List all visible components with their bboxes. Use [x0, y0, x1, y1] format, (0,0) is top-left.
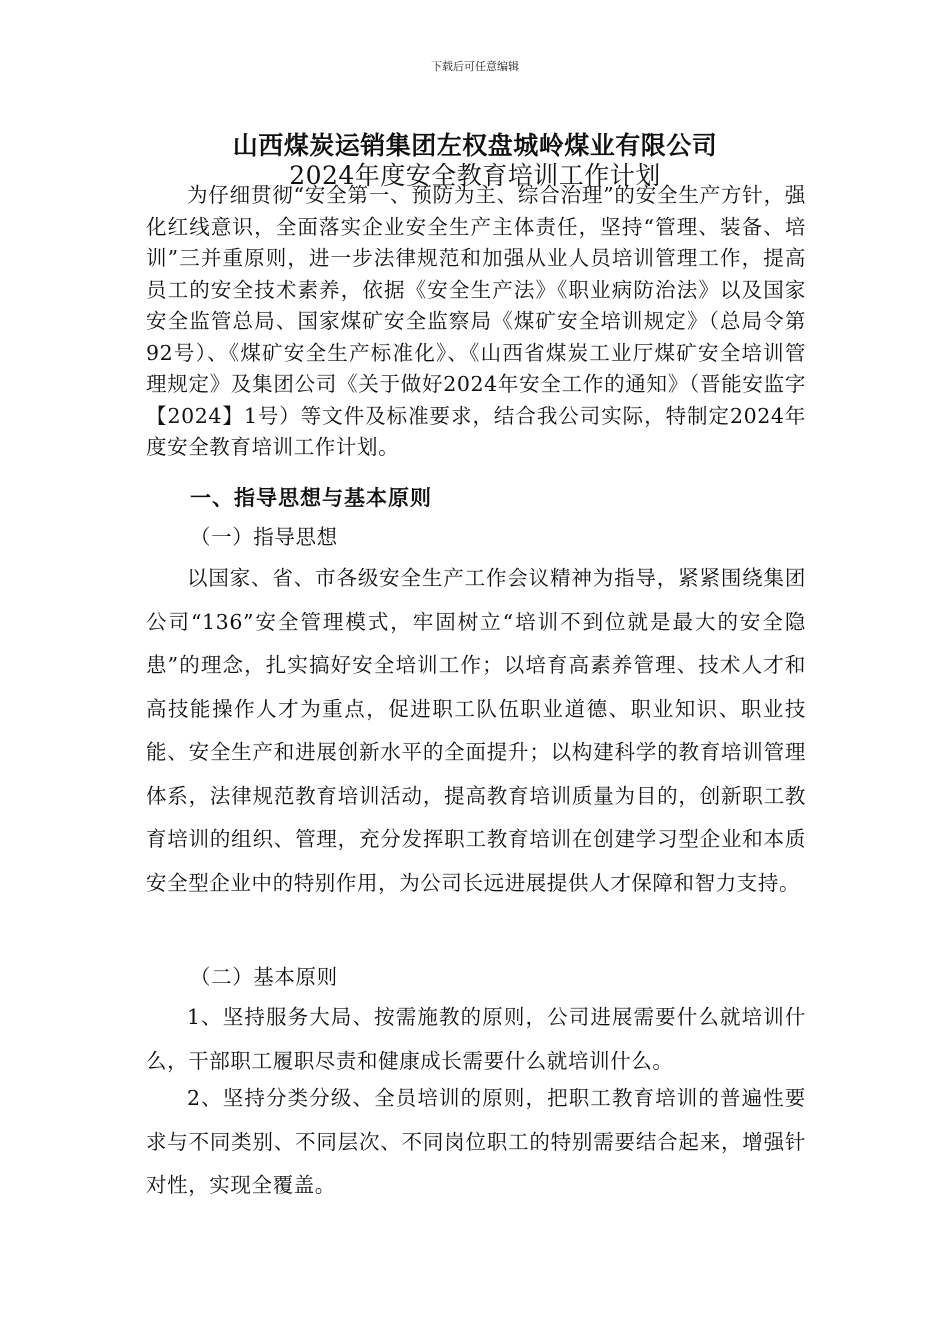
section-heading: 一、指导思想与基本原则	[190, 486, 432, 510]
principle-item-2: 2、坚持分类分级、全员培训的原则，把职工教育培训的普遍性要求与不同类别、不同层次、不同岗位职工的特别需要结合起来，增强针对性，实现全覆盖。	[146, 1086, 806, 1197]
subsection-heading-basic-principles: （二）基本原则	[190, 965, 338, 989]
principle-item-1: 1、坚持服务大局、按需施教的原则，公司进展需要什么就培训什么，干部职工履职尽责和健康成长需要什么就培训什么。	[146, 1005, 806, 1073]
header-note: 下载后可任意编辑	[431, 60, 519, 73]
intro-paragraph: 为仔细贯彻“安全第一、预防为主、综合治理”的安全生产方针，强化红线意识，全面落实企业安全生产主体责任，坚持“管理、装备、培训”三并重原则，进一步法律规范和加强从业人员培训管理工作，提高员工的安全技术素养，依据《安全生产法》《职业病防治法》以及国家安全监管总局、国家煤矿安全监察局《煤矿安全培训规定》（总局令第92号）、《煤矿安全生产标准化》、《山西省煤炭工业厅煤矿安全培训管理规定》及集团公司《关于做好2024年安全工作的通知》（晋能安监字【2024】1号）等文件及标准要求，结合我公司实际，特制定2024年度安全教育培训工作计划。	[146, 183, 806, 459]
document-title-line1: 山西煤炭运销集团左权盘城岭煤业有限公司	[232, 131, 718, 160]
subsection-heading-guiding-ideology: （一）指导思想	[190, 525, 338, 549]
guiding-ideology-paragraph: 以国家、省、市各级安全生产工作会议精神为指导，紧紧围绕集团公司“136”安全管理模式，牢固树立“培训不到位就是最大的安全隐患”的理念，扎实搞好安全培训工作；以培育高素养管理、技术人才和高技能操作人才为重点，促进职工队伍职业道德、职业知识、职业技能、安全生产和进展创新水平的全面提升；以构建科学的教育培训管理体系，法律规范教育培训活动，提高教育培训质量为目的，创新职工教育培训的组织、管理，充分发挥职工教育培训在创建学习型企业和本质安全型企业中的特别作用，为公司长远进展提供人才保障和智力支持。	[146, 566, 806, 895]
document-title-line2: 2024年度安全教育培训工作计划	[289, 161, 661, 190]
